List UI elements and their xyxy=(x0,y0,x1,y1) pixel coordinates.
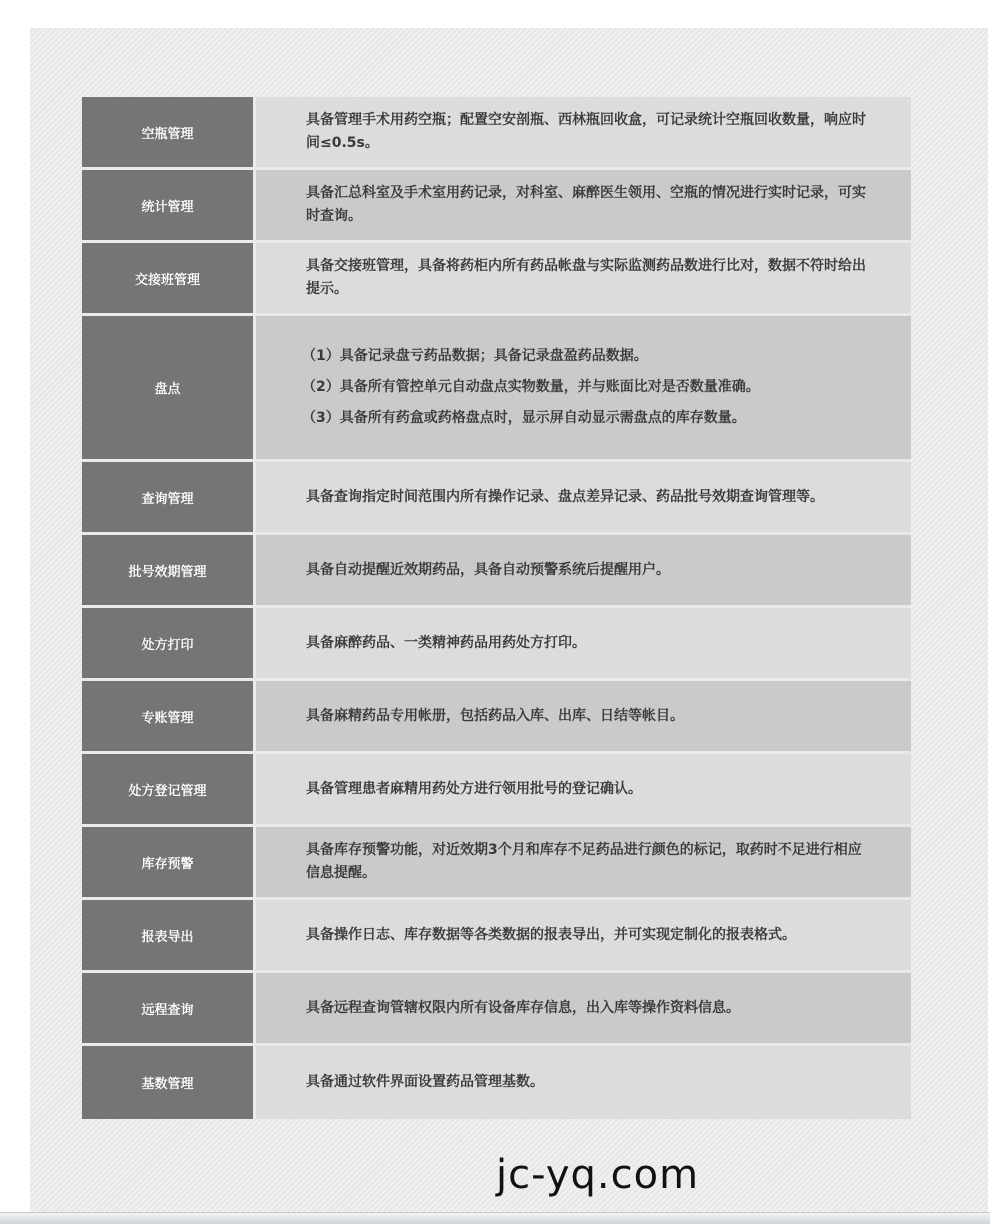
row-description: 具备自动提醒近效期药品，具备自动预警系统后提醒用户。 xyxy=(256,535,911,605)
table-row xyxy=(82,608,911,681)
row-label: 报表导出 xyxy=(82,900,256,970)
table-row xyxy=(82,316,911,462)
row-description: 具备通过软件界面设置药品管理基数。 xyxy=(256,1046,911,1119)
row-label: 统计管理 xyxy=(82,170,256,240)
feature-table xyxy=(82,97,911,1119)
row-label: 处方打印 xyxy=(82,608,256,678)
row-description: 具备交接班管理，具备将药柜内所有药品帐盘与实际监测药品数进行比对，数据不符时给出提示。 xyxy=(256,243,911,313)
row-label: 交接班管理 xyxy=(82,243,256,313)
site-watermark: jc-yq.com xyxy=(496,1152,700,1198)
row-label: 批号效期管理 xyxy=(82,535,256,605)
bottom-divider xyxy=(0,1212,990,1224)
row-description: 具备查询指定时间范围内所有操作记录、盘点差异记录、药品批号效期查询管理等。 xyxy=(256,462,911,532)
row-description: 具备管理手术用药空瓶；配置空安剖瓶、西林瓶回收盒，可记录统计空瓶回收数量，响应时间≤0.5s。 xyxy=(256,97,911,167)
table-row xyxy=(82,827,911,900)
inventory-item: （3）具备所有药盒或药格盘点时，显示屏自动显示需盘点的库存数量。 xyxy=(302,410,746,426)
row-label: 专账管理 xyxy=(82,681,256,751)
row-label: 处方登记管理 xyxy=(82,754,256,824)
row-description: 具备麻醉药品、一类精神药品用药处方打印。 xyxy=(256,608,911,678)
table-row xyxy=(82,1046,911,1119)
table-row xyxy=(82,681,911,754)
row-label: 库存预警 xyxy=(82,827,256,897)
row-description: 具备麻精药品专用帐册，包括药品入库、出库、日结等帐目。 xyxy=(256,681,911,751)
table-row xyxy=(82,170,911,243)
row-label: 空瓶管理 xyxy=(82,97,256,167)
row-label: 远程查询 xyxy=(82,973,256,1043)
row-description: 具备汇总科室及手术室用药记录，对科室、麻醉医生领用、空瓶的情况进行实时记录，可实时查询。 xyxy=(256,170,911,240)
table-row xyxy=(82,973,911,1046)
table-row xyxy=(82,535,911,608)
row-description xyxy=(256,316,911,459)
row-description: 具备管理患者麻精用药处方进行领用批号的登记确认。 xyxy=(256,754,911,824)
row-label: 查询管理 xyxy=(82,462,256,532)
inventory-item: （1）具备记录盘亏药品数据；具备记录盘盈药品数据。 xyxy=(302,348,648,364)
row-description: 具备远程查询管辖权限内所有设备库存信息，出入库等操作资料信息。 xyxy=(256,973,911,1043)
table-row xyxy=(82,97,911,170)
table-row xyxy=(82,243,911,316)
table-row xyxy=(82,754,911,827)
row-label: 基数管理 xyxy=(82,1046,256,1119)
table-row xyxy=(82,462,911,535)
row-label: 盘点 xyxy=(82,316,256,459)
row-description: 具备操作日志、库存数据等各类数据的报表导出，并可实现定制化的报表格式。 xyxy=(256,900,911,970)
inventory-item: （2）具备所有管控单元自动盘点实物数量，并与账面比对是否数量准确。 xyxy=(302,379,760,395)
row-description: 具备库存预警功能，对近效期3个月和库存不足药品进行颜色的标记，取药时不足进行相应信息提醒。 xyxy=(256,827,911,897)
table-row xyxy=(82,900,911,973)
